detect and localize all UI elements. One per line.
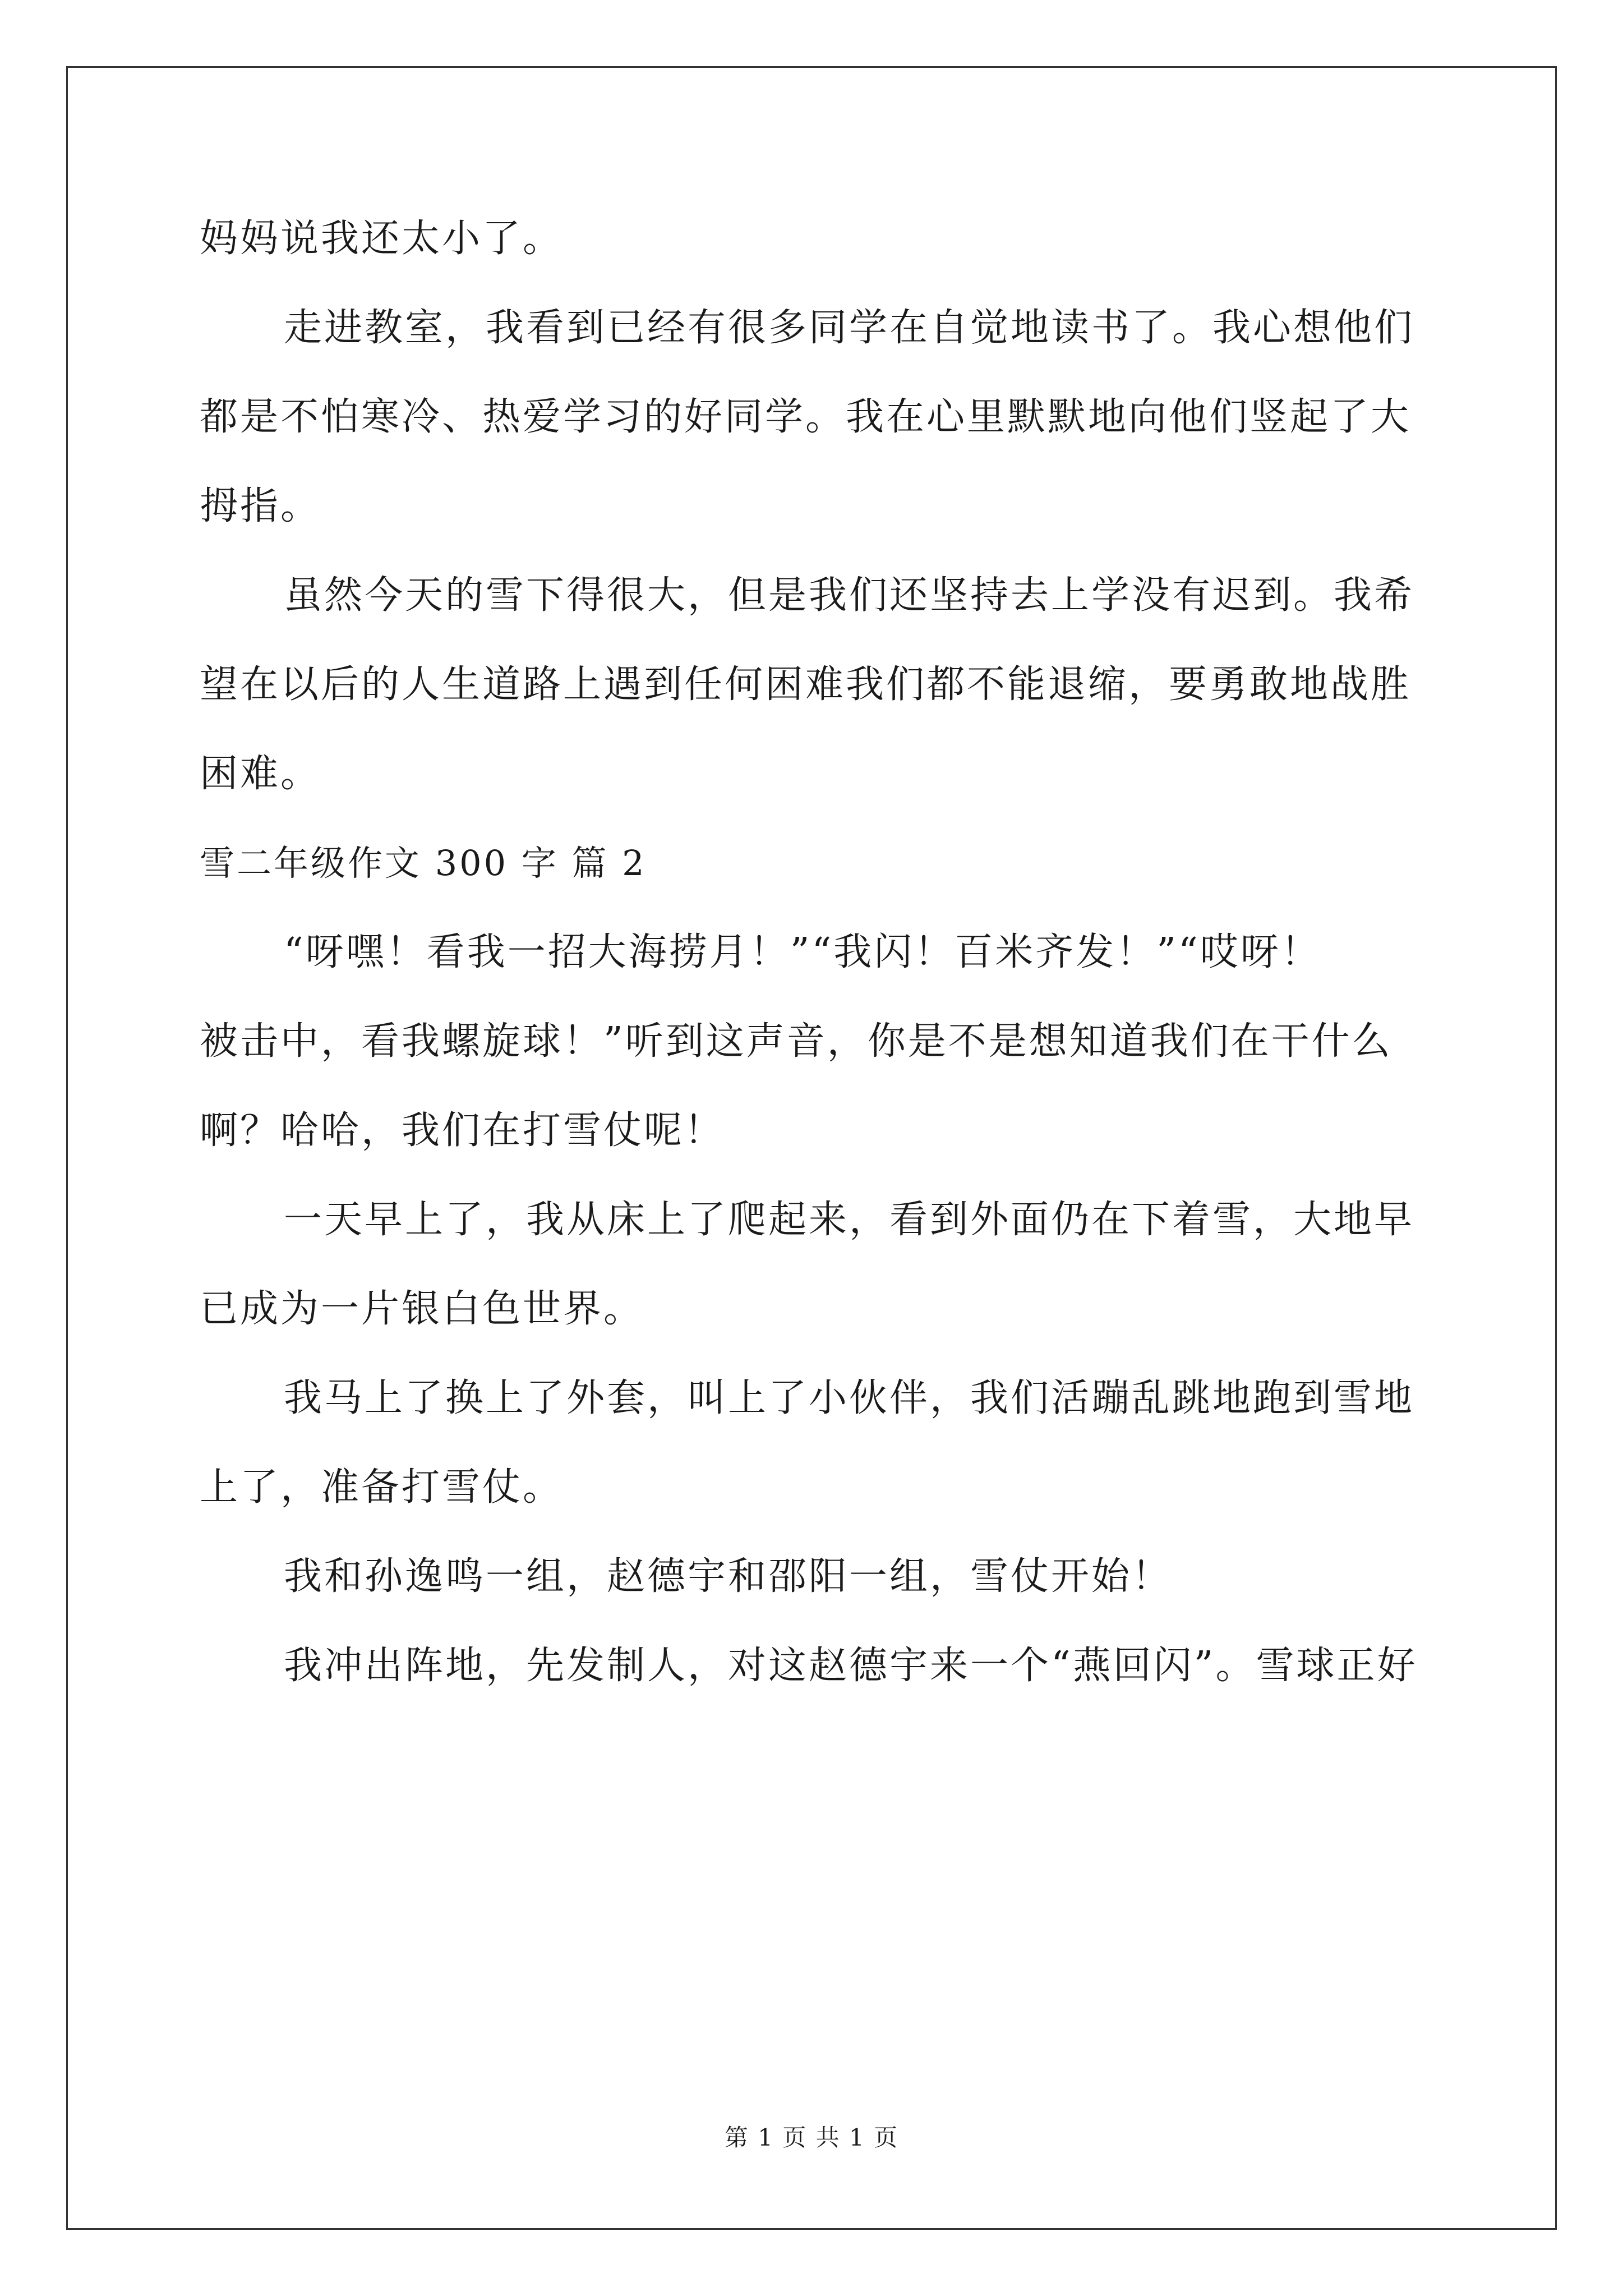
text-line: 望在以后的人生道路上遇到任何困难我们都不能退缩，要勇敢地战胜 [200,662,1412,707]
section-heading: 雪二年级作文 300 字 篇 2 [200,843,647,884]
text-line: “呀嘿！看我一招大海捞月！”“我闪！百米齐发！”“哎呀！ [284,930,1321,974]
text-line: 我马上了换上了外套，叫上了小伙伴，我们活蹦乱跳地跑到雪地 [284,1376,1415,1420]
text-line: 已成为一片银白色世界。 [200,1287,644,1331]
text-line: 困难。 [200,752,321,796]
text-line: 啊？哈哈，我们在打雪仗呢！ [200,1108,725,1153]
page-number-footer: 第 1 页 共 1 页 [724,2124,899,2151]
text-line: 妈妈说我还太小了。 [200,217,564,261]
text-line: 虽然今天的雪下得很大，但是我们还坚持去上学没有迟到。我希 [284,573,1415,618]
text-line: 都是不怕寒冷、热爱学习的好同学。我在心里默默地向他们竖起了大 [200,395,1412,439]
text-line: 被击中，看我螺旋球！”听到这声音，你是不是想知道我们在干什么 [200,1019,1393,1064]
text-line: 我和孙逸鸣一组，赵德宇和邵阳一组，雪仗开始！ [284,1554,1173,1599]
text-line: 走进教室，我看到已经有很多同学在自觉地读书了。我心想他们 [284,306,1415,350]
text-line: 我冲出阵地，先发制人，对这赵德宇来一个“燕回闪”。雪球正好 [284,1644,1418,1688]
text-line: 拇指。 [200,484,321,528]
text-line: 上了，准备打雪仗。 [200,1465,564,1510]
text-line: 一天早上了，我从床上了爬起来，看到外面仍在下着雪，大地早 [284,1198,1415,1242]
document-body [200,217,1422,1736]
